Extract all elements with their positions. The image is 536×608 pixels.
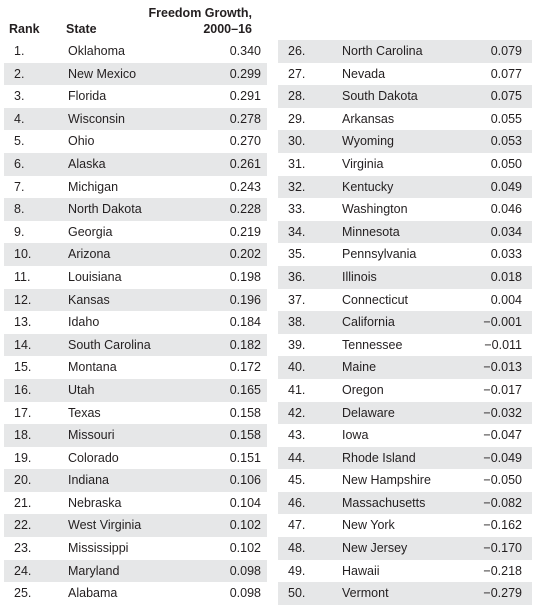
row-state: Vermont xyxy=(342,586,389,601)
table-row xyxy=(4,582,267,605)
table-row xyxy=(278,402,532,425)
row-state: South Dakota xyxy=(342,89,418,104)
table-row xyxy=(278,130,532,153)
row-value: 0.053 xyxy=(490,134,522,149)
row-state: Iowa xyxy=(342,428,369,443)
row-state: South Carolina xyxy=(68,337,151,352)
table-row xyxy=(4,243,267,266)
row-rank: 12. xyxy=(14,292,32,307)
row-state: Georgia xyxy=(68,224,113,239)
table-row xyxy=(4,379,267,402)
row-value: 0.098 xyxy=(229,586,261,601)
row-value: 0.291 xyxy=(229,89,261,104)
table-row xyxy=(278,40,532,63)
row-rank: 45. xyxy=(288,473,306,488)
row-rank: 49. xyxy=(288,563,306,578)
row-rank: 6. xyxy=(14,156,25,171)
row-rank: 18. xyxy=(14,428,32,443)
row-value: −0.218 xyxy=(483,563,522,578)
row-value: 0.202 xyxy=(229,247,261,262)
row-state: Connecticut xyxy=(342,292,409,307)
row-state: Wyoming xyxy=(342,134,394,149)
row-state: Maine xyxy=(342,360,377,375)
row-state: Oklahoma xyxy=(68,44,125,58)
header-state: State xyxy=(66,22,97,36)
row-rank: 27. xyxy=(288,66,306,81)
row-rank: 41. xyxy=(288,382,306,397)
row-state: Arizona xyxy=(68,247,111,262)
table-row xyxy=(278,311,532,334)
table-row xyxy=(4,63,267,86)
row-state: Virginia xyxy=(342,156,384,171)
row-value: 0.219 xyxy=(229,224,261,239)
row-rank: 7. xyxy=(14,179,25,194)
row-state: Pennsylvania xyxy=(342,247,417,262)
row-state: Indiana xyxy=(68,473,110,488)
row-rank: 48. xyxy=(288,541,306,556)
row-rank: 31. xyxy=(288,156,306,171)
row-value: 0.261 xyxy=(229,156,261,171)
row-rank: 39. xyxy=(288,337,306,352)
table-row xyxy=(278,424,532,447)
row-value: 0.172 xyxy=(229,360,261,375)
table-row xyxy=(4,424,267,447)
row-state: Ohio xyxy=(68,134,95,149)
table-row xyxy=(278,469,532,492)
table-row xyxy=(278,221,532,244)
row-rank: 8. xyxy=(14,202,25,217)
table-row xyxy=(4,130,267,153)
row-state: Utah xyxy=(68,382,95,397)
table-row xyxy=(4,537,267,560)
row-rank: 35. xyxy=(288,247,306,262)
row-rank: 20. xyxy=(14,473,32,488)
row-value: 0.106 xyxy=(229,473,261,488)
row-state: New York xyxy=(342,518,395,533)
row-state: West Virginia xyxy=(68,518,142,533)
row-state: New Hampshire xyxy=(342,473,431,488)
row-value: 0.102 xyxy=(229,541,261,556)
row-value: 0.198 xyxy=(229,269,261,284)
row-value: 0.018 xyxy=(490,269,522,284)
row-value: 0.184 xyxy=(229,315,261,330)
row-rank: 16. xyxy=(14,382,32,397)
row-state: Florida xyxy=(68,89,107,104)
row-rank: 5. xyxy=(14,134,25,149)
table-row xyxy=(4,514,267,537)
row-state: Alaska xyxy=(68,156,106,171)
table-row xyxy=(4,447,267,470)
table-column-left xyxy=(4,40,267,605)
row-value: 0.049 xyxy=(490,179,522,194)
row-value: 0.033 xyxy=(490,247,522,262)
row-rank: 15. xyxy=(14,360,32,375)
row-rank: 30. xyxy=(288,134,306,149)
row-value: 0.158 xyxy=(229,428,261,443)
row-rank: 11. xyxy=(14,269,31,284)
row-state: Montana xyxy=(68,360,117,375)
table-row xyxy=(278,582,532,605)
row-value: −0.011 xyxy=(484,337,522,352)
table-row xyxy=(278,85,532,108)
row-value: −0.032 xyxy=(483,405,522,420)
row-rank: 1. xyxy=(14,44,25,58)
row-state: Mississippi xyxy=(68,541,129,556)
row-rank: 2. xyxy=(14,66,25,81)
row-value: 0.034 xyxy=(490,224,522,239)
table-row xyxy=(278,560,532,583)
row-value: −0.050 xyxy=(483,473,522,488)
row-value: 0.046 xyxy=(490,202,522,217)
row-state: Arkansas xyxy=(342,111,395,126)
table-row xyxy=(4,560,267,583)
table-row xyxy=(4,469,267,492)
row-state: Illinois xyxy=(342,269,377,284)
table-row xyxy=(278,176,532,199)
row-state: Minnesota xyxy=(342,224,400,239)
row-value: −0.001 xyxy=(483,315,522,330)
row-state: Idaho xyxy=(68,315,100,330)
row-value: 0.196 xyxy=(229,292,261,307)
row-state: Nevada xyxy=(342,66,386,81)
table-row xyxy=(278,447,532,470)
table-row xyxy=(278,108,532,131)
table-row xyxy=(278,63,532,86)
row-rank: 34. xyxy=(288,224,306,239)
row-value: 0.182 xyxy=(229,337,261,352)
row-state: Delaware xyxy=(342,405,395,420)
row-value: −0.162 xyxy=(483,518,522,533)
row-value: 0.299 xyxy=(229,66,261,81)
row-rank: 10. xyxy=(14,247,32,262)
row-value: 0.165 xyxy=(229,382,261,397)
row-value: −0.082 xyxy=(483,495,522,510)
row-rank: 36. xyxy=(288,269,306,284)
table-row xyxy=(4,289,267,312)
row-state: Oregon xyxy=(342,382,384,397)
row-value: 0.055 xyxy=(490,111,522,126)
row-state: New Mexico xyxy=(68,66,137,81)
row-rank: 44. xyxy=(288,450,306,465)
table-row xyxy=(4,266,267,289)
row-value: 0.098 xyxy=(229,563,261,578)
row-rank: 46. xyxy=(288,495,306,510)
row-value: 0.104 xyxy=(229,495,261,510)
row-value: 0.102 xyxy=(229,518,261,533)
table-row xyxy=(278,492,532,515)
table-column-right xyxy=(278,40,532,605)
header-growth xyxy=(135,5,252,37)
table-row xyxy=(4,40,267,63)
row-rank: 28. xyxy=(288,89,306,104)
table-row xyxy=(278,334,532,357)
table-row xyxy=(4,356,267,379)
table-row xyxy=(4,334,267,357)
table-row xyxy=(4,85,267,108)
row-state: Texas xyxy=(68,405,101,420)
row-state: Rhode Island xyxy=(342,450,416,465)
table-row xyxy=(4,176,267,199)
table-row xyxy=(278,243,532,266)
row-rank: 23. xyxy=(14,541,32,556)
table-row xyxy=(4,221,267,244)
row-rank: 38. xyxy=(288,315,306,330)
row-rank: 26. xyxy=(288,44,306,58)
row-state: Michigan xyxy=(68,179,119,194)
row-value: 0.079 xyxy=(490,44,522,58)
row-rank: 24. xyxy=(14,563,32,578)
row-rank: 3. xyxy=(14,89,25,104)
table-row xyxy=(278,537,532,560)
row-value: 0.075 xyxy=(490,89,522,104)
row-value: 0.243 xyxy=(229,179,261,194)
row-state: North Dakota xyxy=(68,202,142,217)
row-rank: 33. xyxy=(288,202,306,217)
row-state: Massachusetts xyxy=(342,495,426,510)
table-row xyxy=(278,356,532,379)
table-row xyxy=(278,266,532,289)
row-state: Nebraska xyxy=(68,495,122,510)
table-row xyxy=(278,198,532,221)
header-rank: Rank xyxy=(9,22,40,36)
row-value: 0.278 xyxy=(229,111,261,126)
table-row xyxy=(4,402,267,425)
row-state: Missouri xyxy=(68,428,115,443)
table-row xyxy=(4,492,267,515)
row-value: 0.228 xyxy=(229,202,261,217)
table-row xyxy=(278,379,532,402)
row-value: −0.017 xyxy=(483,382,522,397)
row-rank: 29. xyxy=(288,111,306,126)
row-value: 0.151 xyxy=(229,450,261,465)
row-value: 0.270 xyxy=(229,134,261,149)
row-rank: 47. xyxy=(288,518,306,533)
table-row xyxy=(4,153,267,176)
row-rank: 32. xyxy=(288,179,306,194)
row-rank: 13. xyxy=(14,315,32,330)
row-state: Hawaii xyxy=(342,563,380,578)
row-value: 0.050 xyxy=(490,156,522,171)
row-state: Wisconsin xyxy=(68,111,125,126)
row-value: −0.047 xyxy=(483,428,522,443)
row-value: −0.279 xyxy=(483,586,522,601)
row-state: Kansas xyxy=(68,292,110,307)
row-state: Louisiana xyxy=(68,269,122,284)
row-value: 0.077 xyxy=(490,66,522,81)
table-row xyxy=(4,198,267,221)
header-growth-line1: Freedom Growth, xyxy=(148,6,252,20)
row-rank: 21. xyxy=(14,495,32,510)
row-state: Alabama xyxy=(68,586,118,601)
table-row xyxy=(4,108,267,131)
row-rank: 19. xyxy=(14,450,32,465)
row-value: −0.170 xyxy=(483,541,522,556)
row-value: 0.004 xyxy=(490,292,522,307)
row-state: Tennessee xyxy=(342,337,403,352)
row-state: California xyxy=(342,315,395,330)
row-value: −0.013 xyxy=(483,360,522,375)
row-rank: 37. xyxy=(288,292,306,307)
row-value: −0.049 xyxy=(483,450,522,465)
row-value: 0.340 xyxy=(229,44,261,58)
row-rank: 14. xyxy=(14,337,32,352)
row-state: Washington xyxy=(342,202,408,217)
row-rank: 22. xyxy=(14,518,32,533)
row-value: 0.158 xyxy=(229,405,261,420)
table-row xyxy=(278,153,532,176)
row-state: Maryland xyxy=(68,563,120,578)
row-rank: 42. xyxy=(288,405,306,420)
table-row xyxy=(278,514,532,537)
header-growth-line2: 2000–16 xyxy=(203,22,252,36)
row-rank: 50. xyxy=(288,586,306,601)
row-state: Colorado xyxy=(68,450,119,465)
row-rank: 25. xyxy=(14,586,32,601)
row-rank: 17. xyxy=(14,405,32,420)
row-rank: 40. xyxy=(288,360,306,375)
row-rank: 9. xyxy=(14,224,25,239)
table-row xyxy=(4,311,267,334)
row-rank: 4. xyxy=(14,111,25,126)
row-rank: 43. xyxy=(288,428,306,443)
row-state: North Carolina xyxy=(342,44,423,58)
row-state: New Jersey xyxy=(342,541,408,556)
table-row xyxy=(278,289,532,312)
row-state: Kentucky xyxy=(342,179,394,194)
